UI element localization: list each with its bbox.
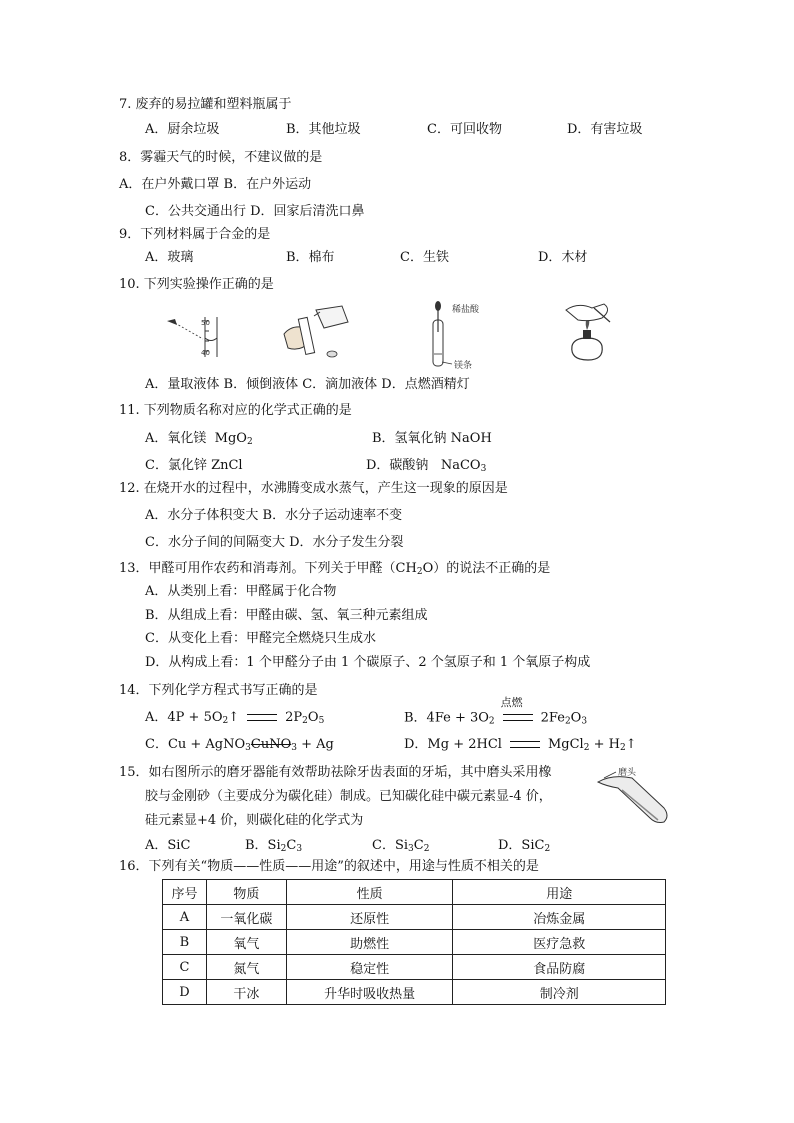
stopper-icon bbox=[327, 351, 337, 357]
tick-label-40: 40 bbox=[201, 349, 210, 357]
q7-stem: 7. 废弃的易拉罐和塑料瓶属于 bbox=[119, 97, 292, 112]
q13-option-a: A．从类别上看：甲醛属于化合物 bbox=[145, 584, 337, 599]
q13-stem-a: 13．甲醛可用作农药和消毒剂。下列关于甲醛（CH bbox=[119, 561, 417, 576]
cell-use: 医疗急救 bbox=[453, 930, 666, 955]
q13-stem bbox=[119, 560, 550, 581]
q14-option-b bbox=[404, 696, 588, 731]
measuring-cylinder-figure bbox=[165, 313, 220, 361]
q15-option-b bbox=[245, 837, 302, 858]
q15-b-pre: B．Si bbox=[245, 838, 281, 853]
cell-property: 升华时吸收热量 bbox=[286, 980, 453, 1005]
equals-sign-icon bbox=[510, 741, 540, 748]
equals-sign-icon bbox=[503, 714, 533, 721]
pouring-liquid-figure bbox=[280, 304, 355, 362]
q14-d-sub2: 2 bbox=[619, 743, 626, 753]
q14-c-sub2: 3 bbox=[291, 743, 297, 753]
q7-option-b: B．其他垃圾 bbox=[286, 122, 361, 137]
table-row bbox=[163, 930, 666, 955]
cell-substance: 一氧化碳 bbox=[206, 905, 286, 930]
table-header-row bbox=[163, 880, 666, 905]
grinder-head-label: 磨头 bbox=[618, 768, 637, 778]
q14-option-c bbox=[145, 736, 334, 757]
q14-a-sub2: 2 bbox=[302, 716, 308, 726]
q15-stem-line3: 硅元素显+4 价，则碳化硅的化学式为 bbox=[145, 813, 364, 828]
header-index: 序号 bbox=[163, 880, 207, 905]
q11-stem: 11. 下列物质名称对应的化学式正确的是 bbox=[119, 403, 352, 418]
cell-use: 食品防腐 bbox=[453, 955, 666, 980]
q8-stem: 8．雾霾天气的时候，不建议做的是 bbox=[119, 150, 323, 165]
q14-c-sub1: 3 bbox=[245, 743, 251, 753]
q14-a-post2: O bbox=[307, 710, 319, 725]
q11-option-d bbox=[366, 457, 486, 478]
table-row bbox=[163, 980, 666, 1005]
q14-option-d bbox=[404, 736, 637, 757]
q9-option-a: A．玻璃 bbox=[145, 250, 194, 265]
q15-c-sub2: 2 bbox=[423, 844, 430, 854]
q14-c-pre: C．Cu + AgNO bbox=[145, 737, 246, 752]
q14-d-pre: D．Mg + 2HCl bbox=[404, 737, 502, 752]
q8-options-line2: C．公共交通出行 D．回家后清洗口鼻 bbox=[145, 204, 365, 219]
magnesium-strip-label: 镁条 bbox=[454, 361, 473, 370]
q15-stem-line1: 15．如右图所示的磨牙器能有效帮助祛除牙齿表面的牙垢，其中磨头采用橡 bbox=[119, 765, 552, 780]
q9-option-b: B．棉布 bbox=[286, 250, 335, 265]
equals-sign-icon bbox=[247, 714, 277, 721]
q9-option-c: C．生铁 bbox=[400, 250, 449, 265]
q15-d-sub1: 2 bbox=[544, 844, 551, 854]
table-row bbox=[163, 905, 666, 930]
q11-d-name: D．碳酸钠 bbox=[366, 458, 429, 473]
header-use: 用途 bbox=[453, 880, 666, 905]
q13-option-c: C．从变化上看：甲醛完全燃烧只生成水 bbox=[145, 631, 376, 646]
cell-substance: 干冰 bbox=[206, 980, 286, 1005]
q13-stem-subscript: 2 bbox=[416, 567, 423, 577]
q11-a-formula: MgO bbox=[214, 431, 247, 446]
q15-stem-line2: 胶与金刚砂（主要成分为碳化硅）制成。已知碳化硅中碳元素显-4 价， bbox=[145, 789, 552, 804]
q9-option-d: D．木材 bbox=[538, 250, 588, 265]
q14-c-struck: CuNO bbox=[250, 737, 292, 752]
acid-label: 稀盐酸 bbox=[452, 305, 480, 315]
cell-index: A bbox=[163, 905, 207, 930]
q14-option-a bbox=[145, 709, 324, 730]
cell-index: C bbox=[163, 955, 207, 980]
cell-use: 冶炼金属 bbox=[453, 905, 666, 930]
q15-option-c bbox=[372, 837, 429, 858]
q15-c-mid: C bbox=[413, 838, 424, 853]
q11-a-name: A．氧化镁 bbox=[145, 431, 207, 446]
q13-option-d: D．从构成上看：1 个甲醛分子由 1 个碳原子、2 个氢原子和 1 个氧原子构成 bbox=[145, 655, 591, 670]
q14-b-sub1: 2 bbox=[488, 716, 495, 727]
q11-option-a bbox=[145, 430, 253, 451]
q14-a-sub1: 2 bbox=[222, 716, 229, 726]
table-row bbox=[163, 955, 666, 980]
q12-options-line2: C．水分子间的间隔变大 D．水分子发生分裂 bbox=[145, 535, 404, 550]
q11-d-subscript: 3 bbox=[480, 464, 487, 474]
header-property: 性质 bbox=[286, 880, 453, 905]
q15-b-mid: C bbox=[286, 838, 297, 853]
q15-c-pre: C．Si bbox=[372, 838, 409, 853]
q14-stem: 14．下列化学方程式书写正确的是 bbox=[119, 683, 318, 698]
cell-use: 制冷剂 bbox=[453, 980, 666, 1005]
alcohol-lamp-figure bbox=[564, 300, 619, 364]
q11-a-subscript: 2 bbox=[246, 437, 253, 447]
q8-options-line1: A．在户外戴口罩 B．在户外运动 bbox=[119, 177, 312, 192]
dropping-liquid-figure bbox=[422, 298, 497, 370]
q10-stem: 10. 下列实验操作正确的是 bbox=[119, 277, 274, 292]
cell-property: 稳定性 bbox=[286, 955, 453, 980]
q14-a-sub3: 5 bbox=[318, 716, 325, 726]
eye-icon bbox=[167, 319, 177, 325]
q14-a-pre: A．4P + 5O bbox=[145, 710, 223, 725]
tooth-grinder-figure bbox=[592, 764, 672, 828]
cell-substance: 氧气 bbox=[206, 930, 286, 955]
q14-b-condition: 点燃 bbox=[500, 696, 523, 709]
q7-option-c: C．可回收物 bbox=[427, 122, 502, 137]
q12-options-line1: A．水分子体积变大 B．水分子运动速率不变 bbox=[145, 508, 403, 523]
q13-option-b: B．从组成上看：甲醛由碳、氢、氧三种元素组成 bbox=[145, 608, 428, 623]
q15-b-sub2: 3 bbox=[296, 844, 303, 854]
hand-icon bbox=[566, 304, 608, 321]
q14-c-post: + Ag bbox=[301, 737, 334, 752]
q10-options: A．量取液体 B．倾倒液体 C．滴加液体 D．点燃酒精灯 bbox=[145, 377, 470, 392]
q14-d-post2: + H bbox=[593, 737, 620, 752]
q11-option-c: C．氯化锌 ZnCl bbox=[145, 458, 243, 473]
tick-label-50: 50 bbox=[201, 319, 210, 327]
cell-property: 助燃性 bbox=[286, 930, 453, 955]
q14-a-mid: ↑ bbox=[228, 710, 240, 725]
property-use-table bbox=[162, 879, 666, 1005]
q11-option-b: B．氢氧化钠 NaOH bbox=[372, 431, 492, 446]
q14-b-post2: O bbox=[570, 710, 582, 726]
q11-d-formula: NaCO bbox=[440, 458, 481, 473]
q14-a-post: 2P bbox=[285, 710, 303, 725]
q7-option-a: A．厨余垃圾 bbox=[145, 122, 220, 137]
q14-b-sub2: 2 bbox=[564, 716, 571, 727]
q14-b-post: 2Fe bbox=[540, 710, 565, 726]
q13-stem-b: O）的说法不正确的是 bbox=[422, 561, 551, 576]
cell-index: D bbox=[163, 980, 207, 1005]
q14-d-sub1: 2 bbox=[583, 743, 590, 753]
q12-stem: 12. 在烧开水的过程中，水沸腾变成水蒸气，产生这一现象的原因是 bbox=[119, 481, 508, 496]
q15-option-d bbox=[498, 837, 550, 858]
q14-d-post3: ↑ bbox=[625, 737, 637, 752]
cell-index: B bbox=[163, 930, 207, 955]
q14-b-pre: B．4Fe + 3O bbox=[404, 710, 489, 726]
q14-b-sub3: 3 bbox=[581, 716, 588, 727]
q15-b-sub1: 2 bbox=[280, 844, 287, 854]
q14-d-post: MgCl bbox=[547, 737, 584, 752]
q15-d-pre: D．SiC bbox=[498, 838, 545, 853]
cell-substance: 氮气 bbox=[206, 955, 286, 980]
q16-stem: 16．下列有关“物质——性质——用途”的叙述中，用途与性质不相关的是 bbox=[119, 859, 539, 874]
cell-property: 还原性 bbox=[286, 905, 453, 930]
q15-option-a: A．SiC bbox=[145, 838, 191, 853]
header-substance: 物质 bbox=[206, 880, 286, 905]
q15-c-sub1: 3 bbox=[408, 844, 414, 854]
q7-option-d: D．有害垃圾 bbox=[567, 122, 643, 137]
q9-stem: 9．下列材料属于合金的是 bbox=[119, 227, 271, 242]
